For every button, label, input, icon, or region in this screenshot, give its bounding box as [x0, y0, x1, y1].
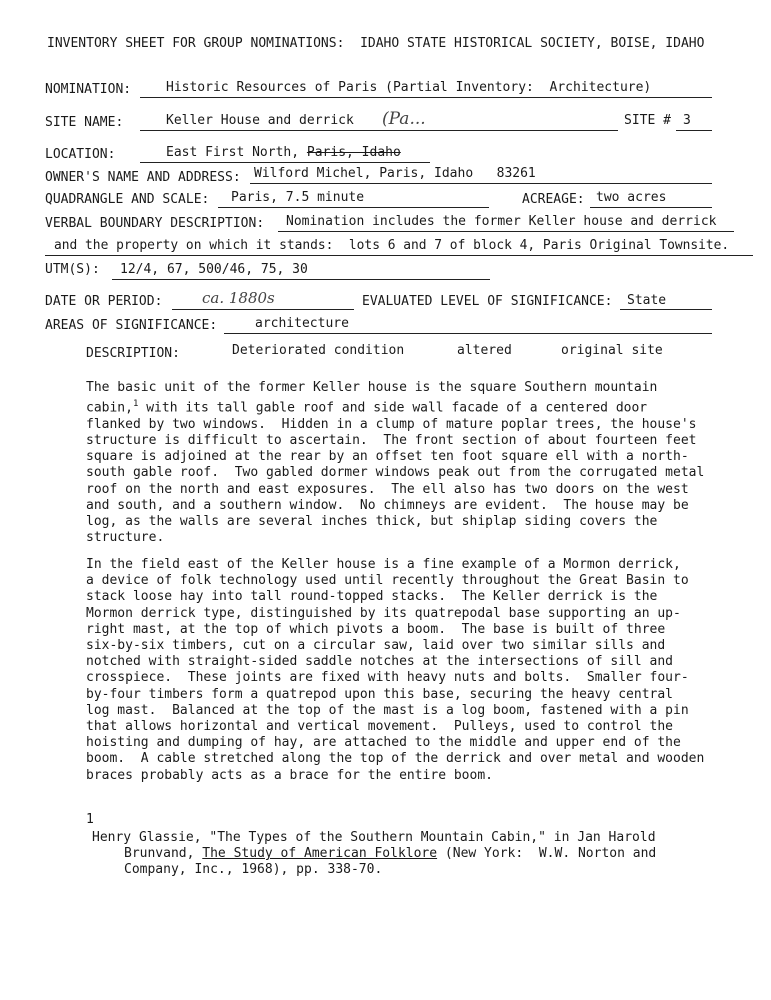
paragraph-derrick: In the field east of the Keller house is a fine example of a Mormon derrick, a device of folk technology used until recently throughout the Great Basin to stack loose hay into tall round-topped stacks. The Keller derrick is the Mormon derrick type, distinguished by its quatrepodal base supporting an up- right mast, at the top of which pivots a boom. The base is built of three six-by-six timbers, cut on a circular saw, laid over two similar sills and notched with straight-sided saddle notches at the intersections of sill and crosspiece. These joints are fixed with heavy nuts and bolts. Smaller four- by-four timbers form a quatrepod upon this base, securing the heavy central log mast. Balanced at the top of the mast is a log boom, fastened with a pin that allows horizontal and vertical movement. Pulleys, used to control the hoisting and dumping of hay, are attached to the middle and upper end of the boom. A cable stretched along the top of the derrick and over metal and wooden braces probably acts as a brace for the entire boom.	[86, 557, 705, 783]
utm-value: 12/4, 67, 500/46, 75, 30	[120, 262, 308, 277]
significance-underline	[620, 309, 712, 310]
condition-value: Deteriorated condition	[232, 343, 405, 358]
location-part-c-struck: Paris, Idaho	[306, 145, 401, 160]
footnote-number: 1	[86, 812, 94, 827]
footnote-line-3: Company, Inc., 1968), pp. 338-70.	[124, 862, 383, 877]
location-part-a: East	[166, 145, 206, 160]
boundary-label: VERBAL BOUNDARY DESCRIPTION:	[45, 216, 265, 231]
significance-value: State	[627, 293, 667, 308]
site-number-label: SITE #	[624, 113, 671, 128]
owner-label: OWNER'S NAME AND ADDRESS:	[45, 170, 241, 185]
footnote-publisher: (New York: W.W. Norton and	[437, 846, 657, 861]
nomination-value: Historic Resources of Paris (Partial Inventory: Architecture)	[166, 80, 652, 95]
location-underline	[140, 162, 430, 163]
nomination-underline	[140, 97, 712, 98]
site-number-underline	[676, 130, 712, 131]
location-label: LOCATION:	[45, 147, 116, 162]
acreage-label: ACREAGE:	[522, 192, 585, 207]
location-value	[166, 145, 401, 161]
date-value-handwritten: ca. 1880s	[202, 289, 275, 307]
quadrangle-value: Paris, 7.5 minute	[231, 190, 365, 205]
site-name-value: Keller House and derrick	[166, 113, 354, 128]
footnote-line-1: Henry Glassie, "The Types of the Southern Mountain Cabin," in Jan Harold	[92, 830, 656, 845]
site-name-underline	[140, 130, 618, 131]
areas-value: architecture	[255, 316, 349, 331]
handwritten-note: (Pa...	[382, 109, 426, 129]
description-label: DESCRIPTION:	[86, 346, 180, 361]
site-value: original site	[561, 343, 663, 358]
paragraph-house	[86, 380, 746, 546]
areas-underline	[224, 333, 712, 334]
site-number-value: 3	[683, 113, 691, 128]
acreage-value: two acres	[596, 190, 667, 205]
footnote-author: Brunvand,	[124, 846, 203, 861]
date-label: DATE OR PERIOD:	[45, 294, 163, 309]
paragraph-house-rest: with its tall gable roof and side wall facade of a centered door flanked by two windows. Hidden in a clump of mature poplar trees, the house's structure is difficult to ascertain. The front section of about fourteen feet square is adjoined at the rear by an offset ten foot square ell with a north- south gable roof. Two gabled dormer windows peak out from the corrugated metal roof on the north and east exposures. The ell also has two doors on the west and south, and a southern window. No chimneys are evident. The house may be log, as the walls are several inches thick, but shiplap siding covers the structure.	[86, 400, 705, 546]
quadrangle-underline	[218, 207, 489, 208]
acreage-underline	[590, 207, 712, 208]
site-name-label: SITE NAME:	[45, 115, 124, 130]
altered-value: altered	[457, 343, 512, 358]
boundary-underline-1	[278, 231, 734, 232]
utm-label: UTM(S):	[45, 262, 100, 277]
owner-underline	[250, 183, 712, 184]
location-part-b: First North,	[205, 145, 307, 160]
utm-underline	[112, 279, 490, 280]
owner-value: Wilford Michel, Paris, Idaho 83261	[254, 166, 536, 181]
paragraph-house-lead: The basic unit of the former Keller house is the square Southern mountain cabin,	[86, 380, 658, 416]
document-header: INVENTORY SHEET FOR GROUP NOMINATIONS: IDAHO STATE HISTORICAL SOCIETY, BOISE, IDAHO	[47, 36, 705, 51]
nomination-label: NOMINATION:	[45, 82, 132, 97]
footnote-book-title: The Study of American Folklore	[202, 846, 438, 861]
date-underline	[172, 309, 354, 310]
footnote-line-2	[124, 846, 656, 862]
quadrangle-label: QUADRANGLE AND SCALE:	[45, 192, 210, 207]
significance-label: EVALUATED LEVEL OF SIGNIFICANCE:	[362, 294, 613, 309]
boundary-line-1: Nomination includes the former Keller house and derrick	[286, 214, 717, 229]
areas-label: AREAS OF SIGNIFICANCE:	[45, 318, 218, 333]
boundary-underline-2	[45, 255, 753, 256]
boundary-line-2: and the property on which it stands: lots 6 and 7 of block 4, Paris Original Townsite.	[54, 238, 730, 253]
footnote-ref: 1	[132, 399, 139, 410]
